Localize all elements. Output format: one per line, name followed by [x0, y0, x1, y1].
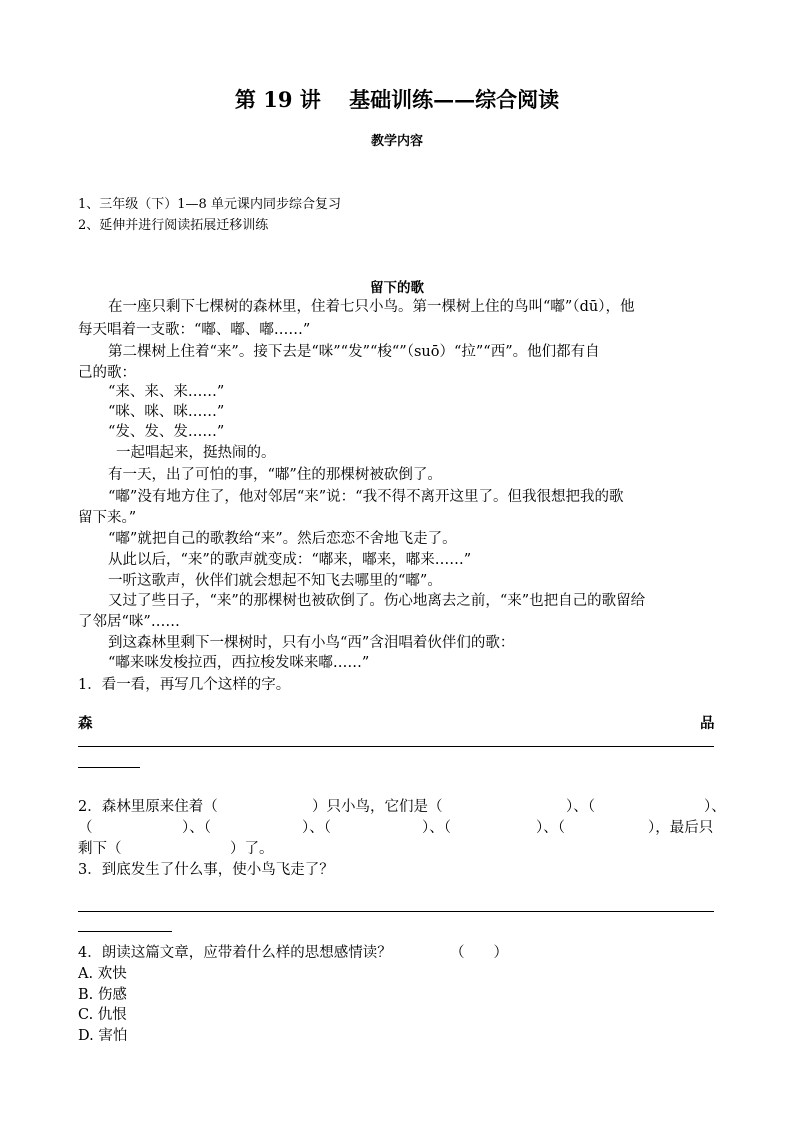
option-a: A. 欢快	[78, 966, 127, 982]
question-2-text: ）、（	[302, 820, 331, 836]
question-2-text: （	[78, 820, 93, 836]
section-subtitle: 教学内容	[370, 134, 423, 149]
story-line: 第二棵树上住着“来”。接下去是“咪”“发”“梭“”（suō）“拉”“西”。他们都有自	[108, 344, 600, 360]
answer-line[interactable]	[78, 911, 714, 912]
question-2-text: ），最后只	[648, 820, 714, 836]
story-line: 又过了些日子，“来”的那棵树也被砍倒了。伤心地离去之前，“来”也把自己的歌留给	[108, 593, 646, 609]
question-2-text: 剩下（	[78, 841, 122, 857]
story-line: 己的歌：	[78, 365, 136, 381]
option-d: D. 害怕	[78, 1028, 128, 1044]
story-line: 留下来。”	[78, 510, 137, 526]
objective-item: 1、三年级（下）1—8 单元课内同步综合复习	[78, 197, 341, 212]
story-line: “嘟”就把自己的歌教给“来”。然后恋恋不舍地飞走了。	[108, 531, 457, 547]
question-2-text: ）、	[704, 799, 726, 815]
question-2-text: ）、（	[182, 820, 211, 836]
question-1-example-left: 森	[78, 715, 93, 732]
objective-item: 2、延伸并进行阅读拓展迁移训练	[78, 218, 269, 233]
story-line: 有一天，出了可怕的事，“嘟”住的那棵树被砍倒了。	[108, 467, 442, 483]
page-title: 第 19 讲 基础训练——综合阅读	[234, 87, 560, 112]
story-line: “来、来、来……”	[108, 384, 225, 400]
answer-line[interactable]	[78, 931, 172, 932]
story-line: 一听这歌声，伙伴们就会想起不知飞去哪里的“嘟”。	[108, 573, 442, 589]
story-line: 从此以后，“来”的歌声就变成：“嘟来，嘟来，嘟来……”	[108, 552, 472, 568]
question-4-prompt: 4．朗读这篇文章，应带着什么样的思想感情读？	[78, 945, 392, 961]
answer-line[interactable]	[78, 746, 714, 747]
question-2-text: ）只小鸟，它们是（	[312, 799, 443, 815]
story-line: “发、发、发……”	[108, 424, 225, 440]
question-1-prompt: 1．看一看，再写几个这样的字。	[78, 677, 291, 693]
story-line: 了邻居“咪”……	[78, 614, 180, 630]
story-line: 到这森林里剩下一棵树时，只有小鸟“西”含泪唱着伙伴们的歌：	[108, 635, 515, 651]
question-2-text: ）、（	[536, 820, 565, 836]
option-c: C. 仇恨	[78, 1007, 127, 1023]
question-1-example-right: 品	[700, 715, 715, 732]
question-2-text: ）、（	[422, 820, 451, 836]
story-line: “咪、咪、咪……”	[108, 404, 225, 420]
question-2-text: ）、（	[566, 799, 595, 815]
option-b: B. 伤感	[78, 987, 127, 1003]
question-4-answer-bracket[interactable]: （ ）	[450, 945, 508, 961]
story-title: 留下的歌	[370, 280, 424, 296]
question-2-text: ）了。	[230, 841, 274, 857]
question-2-text: 2．森林里原来住着（	[78, 799, 218, 815]
story-line: “嘟”没有地方住了，他对邻居“来”说：“我不得不离开这里了。但我很想把我的歌	[108, 489, 624, 505]
story-line: 在一座只剩下七棵树的森林里，住着七只小鸟。第一棵树上住的鸟叫“嘟”（dū），他	[108, 299, 635, 315]
answer-line[interactable]	[78, 767, 140, 768]
story-line: 一起唱起来，挺热闹的。	[116, 445, 276, 461]
question-3-prompt: 3．到底发生了什么事，使小鸟飞走了？	[78, 862, 334, 878]
story-line: 每天唱着一支歌：“嘟、嘟、嘟……”	[78, 322, 311, 338]
story-line: “嘟来咪发梭拉西，西拉梭发咪来嘟……”	[108, 655, 370, 671]
